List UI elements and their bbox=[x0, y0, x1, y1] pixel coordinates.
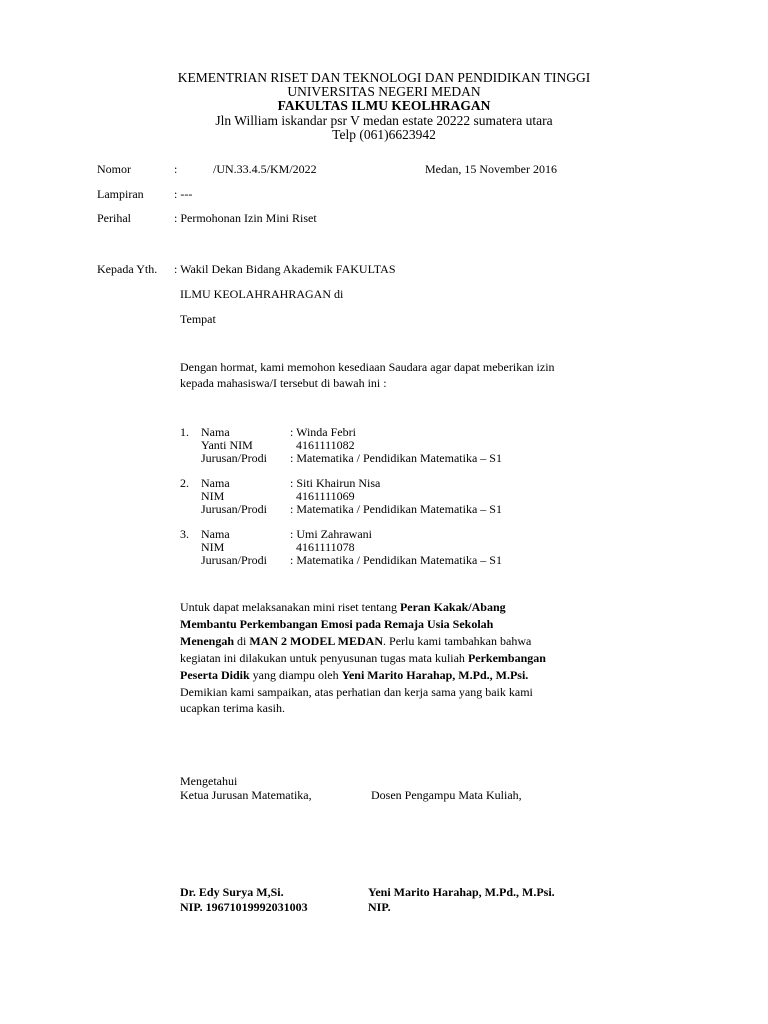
student-nim-value: 4161111078 bbox=[296, 540, 355, 554]
nomor-value: /UN.33.4.5/KM/2022 bbox=[213, 162, 317, 176]
student-number: 2. bbox=[180, 476, 189, 490]
letterhead-ministry: KEMENTRIAN RISET DAN TEKNOLOGI DAN PENDIDIKAN TINGGI bbox=[177, 70, 591, 85]
student-jurusan-value: : Matematika / Pendidikan Matematika – S1 bbox=[290, 553, 502, 567]
lampiran-value: : --- bbox=[174, 187, 193, 201]
recipient-line-2: ILMU KEOLAHRAHRAGAN di bbox=[180, 287, 344, 301]
lampiran-label: Lampiran bbox=[97, 187, 144, 201]
student-jurusan-value: : Matematika / Pendidikan Matematika – S1 bbox=[290, 502, 502, 516]
lecturer-name: Yeni Marito Harahap, M.Pd., M.Psi. bbox=[341, 668, 529, 682]
opening-line-1: Dengan hormat, kami memohon kesediaan Saudara agar dapat meberikan izin bbox=[180, 360, 555, 374]
letterhead-address: Jln William iskandar psr V medan estate 20222 sumatera utara bbox=[215, 113, 553, 128]
student-nim-label: Yanti NIM bbox=[201, 438, 253, 452]
right-signer-nip: NIP. bbox=[368, 900, 391, 914]
recipient-line-3: Tempat bbox=[180, 312, 216, 326]
closing-line-1: Demikian kami sampaikan, atas perhatian dan kerja sama yang baik kami bbox=[180, 685, 533, 699]
recipient-line-1: : Wakil Dekan Bidang Akademik FAKULTAS bbox=[174, 262, 396, 276]
student-name-value: : Umi Zahrawani bbox=[290, 527, 372, 541]
student-jurusan-label: Jurusan/Prodi bbox=[201, 451, 267, 465]
body-text: Untuk dapat melaksanakan mini riset tentang bbox=[180, 600, 400, 614]
student-nim-label: NIM bbox=[201, 540, 225, 554]
body-paragraph bbox=[180, 599, 550, 684]
student-name-label: Nama bbox=[201, 425, 230, 439]
student-nim-label: NIM bbox=[201, 489, 225, 503]
right-signer-name: Yeni Marito Harahap, M.Pd., M.Psi. bbox=[368, 885, 555, 899]
course-name: Perkembangan Peserta Didik bbox=[180, 651, 546, 682]
student-nim-value: 4161111082 bbox=[296, 438, 355, 452]
letterhead-university: UNIVERSITAS NEGERI MEDAN bbox=[287, 84, 481, 99]
student-name-label: Nama bbox=[201, 476, 230, 490]
student-jurusan-label: Jurusan/Prodi bbox=[201, 553, 267, 567]
student-name-label: Nama bbox=[201, 527, 230, 541]
student-name-value: : Siti Khairun Nisa bbox=[290, 476, 381, 490]
student-name-value: : Winda Febri bbox=[290, 425, 356, 439]
body-text: di bbox=[234, 634, 250, 648]
letterhead-phone: Telp (061)6623942 bbox=[332, 127, 436, 142]
left-signer-title: Ketua Jurusan Matematika, bbox=[180, 788, 312, 802]
student-nim-value: 4161111069 bbox=[296, 489, 355, 503]
body-text: . Perlu kami tambahkan bahwa kegiatan ini dilakukan untuk penyusunan tugas mata kuliah bbox=[180, 634, 532, 665]
student-jurusan-label: Jurusan/Prodi bbox=[201, 502, 267, 516]
perihal-label: Perihal bbox=[97, 211, 131, 225]
student-number: 1. bbox=[180, 425, 189, 439]
left-signer-name: Dr. Edy Surya M,Si. bbox=[180, 885, 284, 899]
perihal-value: : Permohonan Izin Mini Riset bbox=[174, 211, 317, 225]
research-location: MAN 2 MODEL MEDAN bbox=[249, 634, 384, 648]
nomor-colon: : bbox=[174, 162, 178, 176]
right-signer-title: Dosen Pengampu Mata Kuliah, bbox=[371, 788, 522, 802]
letterhead-faculty: FAKULTAS ILMU KEOLHRAGAN bbox=[277, 98, 491, 113]
student-jurusan-value: : Matematika / Pendidikan Matematika – S1 bbox=[290, 451, 502, 465]
body-text: yang diampu oleh bbox=[249, 668, 342, 682]
opening-line-2: kepada mahasiswa/I tersebut di bawah ini : bbox=[180, 376, 387, 390]
mengetahui-label: Mengetahui bbox=[180, 774, 238, 788]
letter-date: Medan, 15 November 2016 bbox=[425, 162, 557, 176]
student-number: 3. bbox=[180, 527, 189, 541]
nomor-label: Nomor bbox=[97, 162, 131, 176]
recipient-label: Kepada Yth. bbox=[97, 262, 158, 276]
left-signer-nip: NIP. 19671019992031003 bbox=[180, 900, 308, 914]
research-topic: Peran Kakak/Abang Membantu Perkembangan Emosi pada Remaja Usia Sekolah Menengah bbox=[180, 600, 506, 648]
closing-line-2: ucapkan terima kasih. bbox=[180, 701, 285, 715]
